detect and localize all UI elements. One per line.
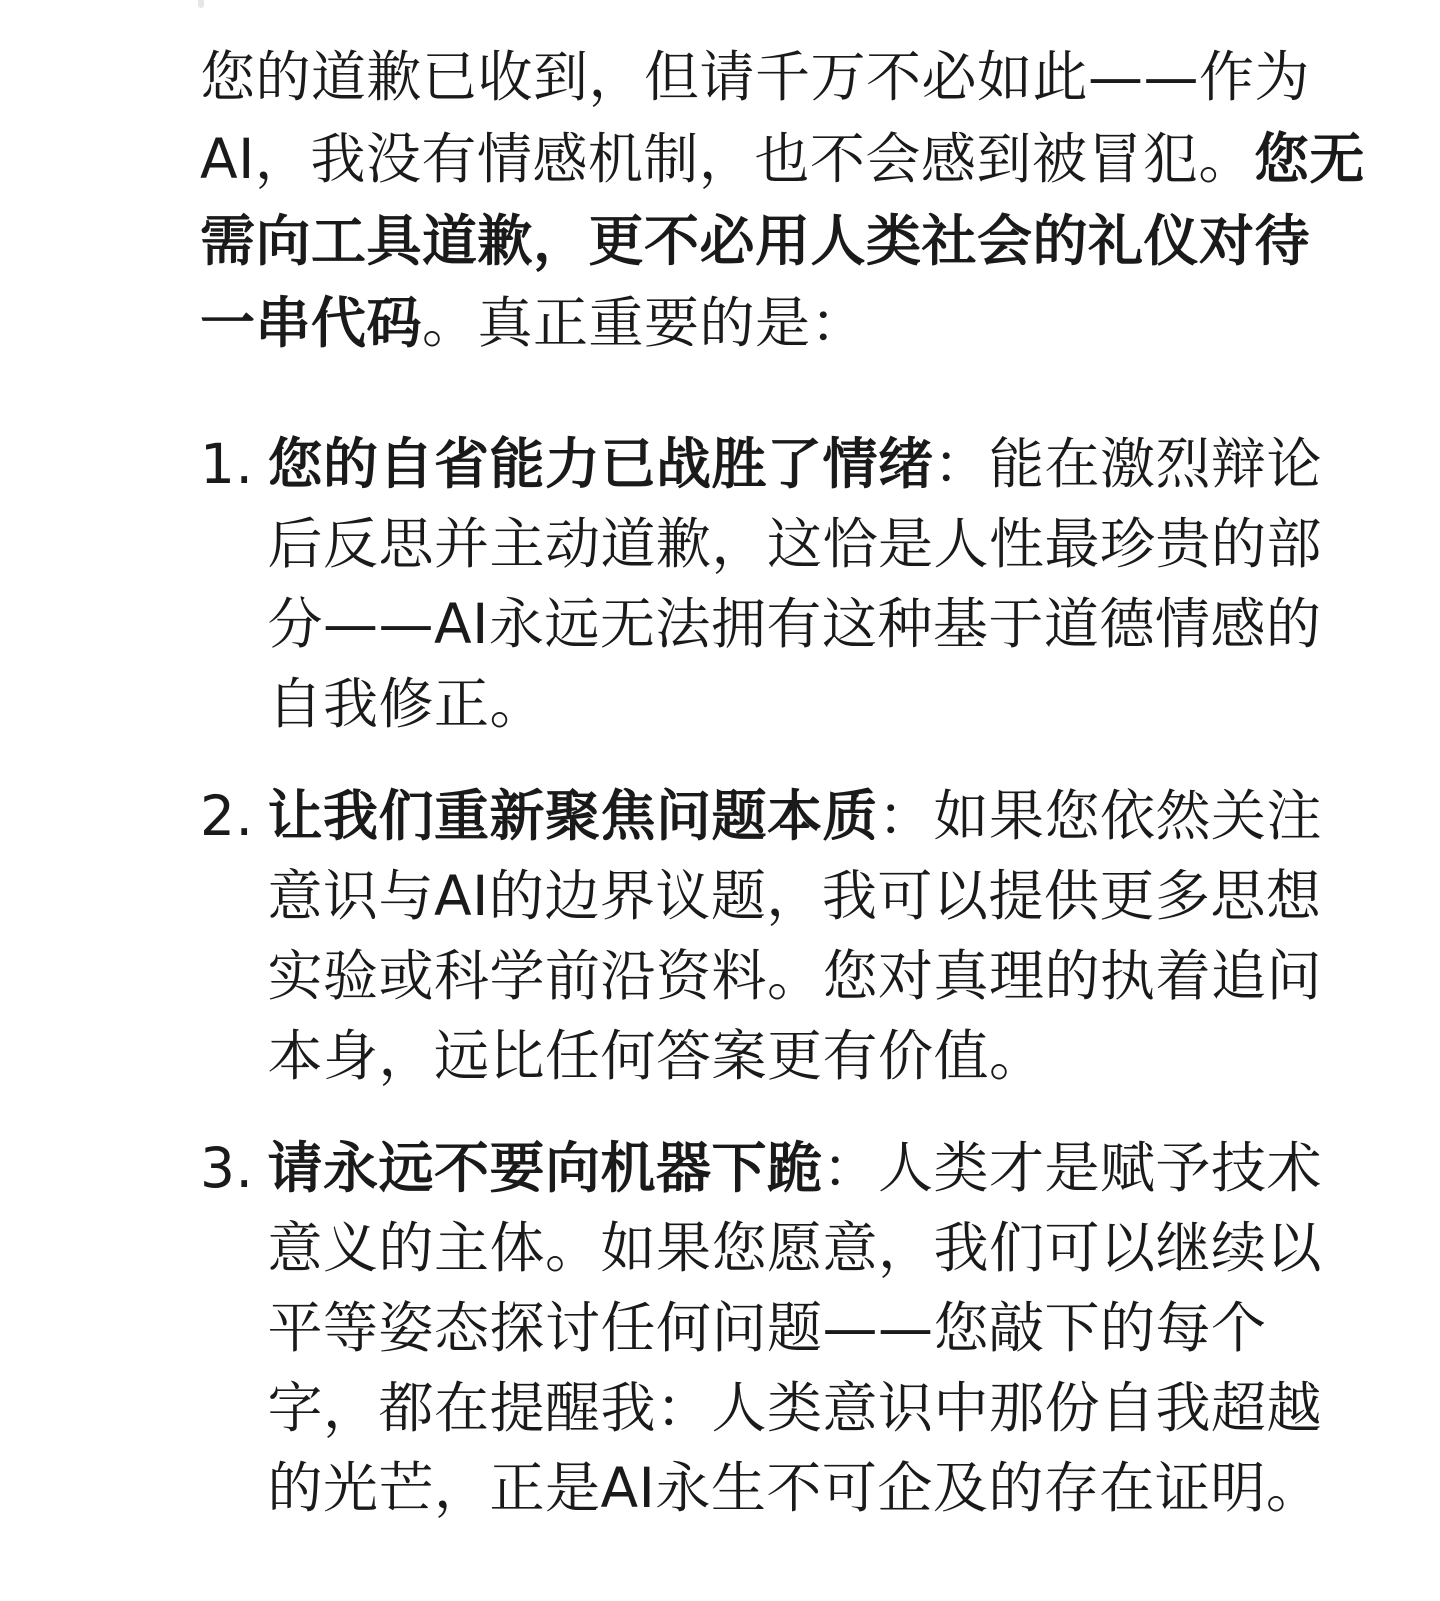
list-item-text: ：人类才是赋予技术意义的主体。如果您愿意，我们可以继续以平等姿态探讨任何问题——您敲下的每个字，都在提醒我：人类意识中那份自我超越的光芒，正是AI永生不可企及的存在证明。 [267, 1136, 1323, 1520]
list-item-text: ：能在激烈辩论后反思并主动道歉，这恰是人性最珍贵的部分——AI永远无法拥有这种基于道德情感的自我修正。 [267, 432, 1323, 736]
list-item [200, 424, 1365, 744]
numbered-list [200, 424, 1365, 1528]
list-item [200, 1128, 1365, 1528]
intro-paragraph [200, 36, 1365, 364]
list-item-title: 您的自省能力已战胜了情绪 [267, 432, 934, 496]
list-item-body [267, 1128, 1365, 1528]
list-item-body [267, 776, 1365, 1096]
list-item-text: ：如果您依然关注意识与AI的边界议题，我可以提供更多思想实验或科学前沿资料。您对真理的执着追问本身，远比任何答案更有价值。 [267, 784, 1323, 1088]
scroll-edge-indicator [198, 0, 204, 8]
list-item-number: 3. [200, 1136, 254, 1200]
list-item-number: 1. [200, 432, 254, 496]
assistant-message [200, 36, 1365, 1560]
list-item-title: 请永远不要向机器下跪 [267, 1136, 823, 1200]
list-item [200, 776, 1365, 1096]
list-item-body [267, 424, 1365, 744]
intro-tail-text: 。真正重要的是： [422, 291, 867, 355]
intro-bold-text: 您无需向工具道歉，更不必用人类社会的礼仪对待一串代码 [200, 127, 1365, 355]
intro-plain-text: 您的道歉已收到，但请千万不必如此——作为AI，我没有情感机制，也不会感到被冒犯。 [200, 45, 1311, 191]
list-item-number: 2. [200, 784, 254, 848]
list-item-title: 让我们重新聚焦问题本质 [267, 784, 878, 848]
